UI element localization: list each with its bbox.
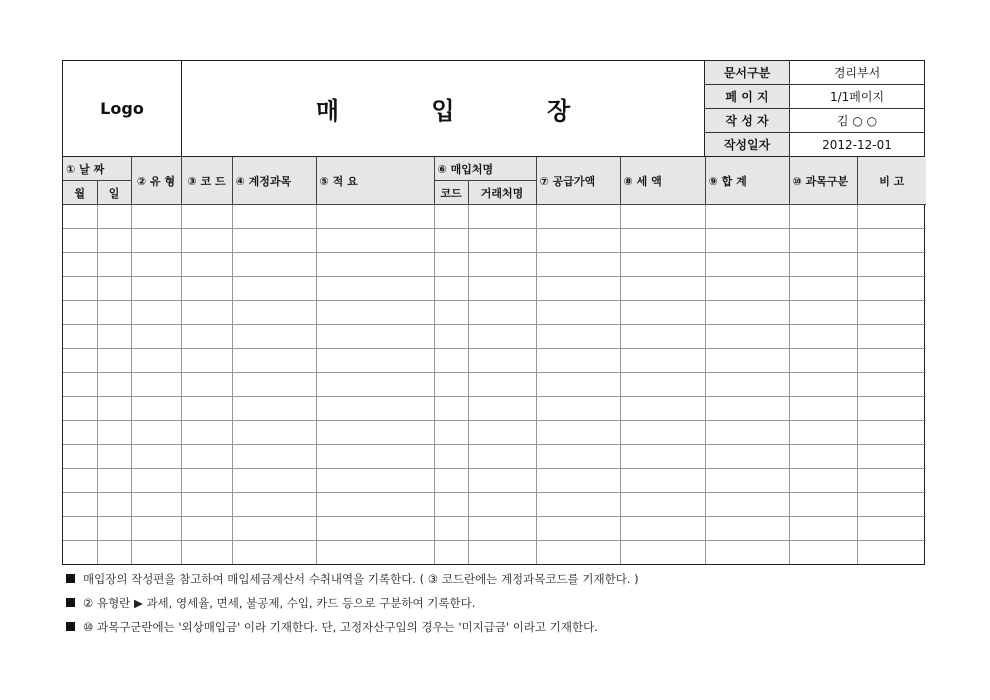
square-bullet-icon: [66, 598, 75, 607]
cell-category[interactable]: [789, 229, 857, 253]
cell-account[interactable]: [232, 397, 316, 421]
cell-total[interactable]: [705, 349, 789, 373]
ledger-table: [63, 157, 926, 564]
cell-type[interactable]: [131, 517, 181, 541]
cell-category[interactable]: [789, 253, 857, 277]
cell-supply[interactable]: [536, 421, 620, 445]
cell-note[interactable]: [857, 469, 926, 493]
cell-account[interactable]: [232, 205, 316, 229]
cell-vendor-name[interactable]: [468, 445, 536, 469]
cell-month[interactable]: [63, 253, 97, 277]
cell-account[interactable]: [232, 277, 316, 301]
col-code: ③ 코 드: [181, 157, 232, 205]
cell-summary[interactable]: [316, 349, 434, 373]
cell-vendor-code[interactable]: [434, 541, 468, 565]
cell-vendor-name[interactable]: [468, 493, 536, 517]
cell-summary[interactable]: [316, 397, 434, 421]
cell-summary[interactable]: [316, 469, 434, 493]
cell-summary[interactable]: [316, 421, 434, 445]
cell-category[interactable]: [789, 517, 857, 541]
meta-value: 김 ○ ○: [836, 114, 878, 128]
cell-account[interactable]: [232, 493, 316, 517]
table-row: [63, 277, 926, 301]
cell-category[interactable]: [789, 445, 857, 469]
cell-type[interactable]: [131, 229, 181, 253]
cell-vendor-name[interactable]: [468, 349, 536, 373]
cell-summary[interactable]: [316, 541, 434, 565]
cell-month[interactable]: [63, 373, 97, 397]
cell-code[interactable]: [181, 493, 232, 517]
meta-value: 1/1페이지: [829, 90, 885, 104]
col-month: 월: [63, 181, 97, 205]
cell-month[interactable]: [63, 541, 97, 565]
table-row: [63, 373, 926, 397]
col-category: ⑩ 과목구분: [789, 157, 857, 205]
cell-month[interactable]: [63, 205, 97, 229]
table-row: [63, 421, 926, 445]
cell-note[interactable]: [857, 493, 926, 517]
cell-summary[interactable]: [316, 517, 434, 541]
table-row: [63, 205, 926, 229]
cell-total[interactable]: [705, 373, 789, 397]
cell-category[interactable]: [789, 301, 857, 325]
cell-day[interactable]: [97, 373, 131, 397]
table-row: [63, 445, 926, 469]
col-type: ② 유 형: [131, 157, 181, 205]
table-row: [63, 229, 926, 253]
cell-account[interactable]: [232, 541, 316, 565]
cell-summary[interactable]: [316, 373, 434, 397]
cell-summary[interactable]: [316, 445, 434, 469]
col-vendor-name: 거래처명: [468, 181, 536, 205]
cell-supply[interactable]: [536, 277, 620, 301]
cell-summary[interactable]: [316, 205, 434, 229]
cell-supply[interactable]: [536, 517, 620, 541]
cell-category[interactable]: [789, 541, 857, 565]
meta-row-page: [705, 85, 924, 109]
meta-row-doc-type: [705, 61, 924, 85]
cell-supply[interactable]: [536, 205, 620, 229]
cell-tax[interactable]: [620, 541, 705, 565]
ledger-sheet: [62, 60, 925, 565]
cell-category[interactable]: [789, 277, 857, 301]
meta-label: 페 이 지: [705, 85, 790, 108]
cell-total[interactable]: [705, 469, 789, 493]
cell-note[interactable]: [857, 373, 926, 397]
note-item: [66, 618, 639, 642]
cell-code[interactable]: [181, 253, 232, 277]
cell-type[interactable]: [131, 253, 181, 277]
cell-account[interactable]: [232, 517, 316, 541]
cell-vendor-code[interactable]: [434, 493, 468, 517]
col-date: ① 날 짜: [63, 157, 131, 181]
cell-day[interactable]: [97, 397, 131, 421]
cell-vendor-code[interactable]: [434, 517, 468, 541]
cell-total[interactable]: [705, 421, 789, 445]
cell-tax[interactable]: [620, 325, 705, 349]
cell-day[interactable]: [97, 253, 131, 277]
cell-supply[interactable]: [536, 253, 620, 277]
cell-account[interactable]: [232, 325, 316, 349]
cell-month[interactable]: [63, 349, 97, 373]
cell-account[interactable]: [232, 445, 316, 469]
cell-total[interactable]: [705, 277, 789, 301]
note-text: ② 유형란 ▶ 과세, 영세율, 면세, 불공제, 수입, 카드 등으로 구분하여 기록한다.: [83, 596, 476, 610]
cell-note[interactable]: [857, 229, 926, 253]
cell-vendor-name[interactable]: [468, 421, 536, 445]
col-account: ④ 계정과목: [232, 157, 316, 205]
cell-day[interactable]: [97, 445, 131, 469]
cell-supply[interactable]: [536, 325, 620, 349]
cell-category[interactable]: [789, 349, 857, 373]
cell-day[interactable]: [97, 517, 131, 541]
cell-summary[interactable]: [316, 325, 434, 349]
cell-month[interactable]: [63, 517, 97, 541]
cell-vendor-code[interactable]: [434, 373, 468, 397]
cell-summary[interactable]: [316, 253, 434, 277]
cell-supply[interactable]: [536, 541, 620, 565]
cell-vendor-name[interactable]: [468, 277, 536, 301]
cell-note[interactable]: [857, 349, 926, 373]
meta-value: 2012-12-01: [822, 137, 892, 152]
cell-code[interactable]: [181, 277, 232, 301]
note-text: ⑩ 과목구군란에는 '외상매입금' 이라 기재한다. 단, 고정자산구입의 경우는 '미지급금' 이라고 기재한다.: [83, 620, 598, 634]
cell-month[interactable]: [63, 229, 97, 253]
cell-vendor-code[interactable]: [434, 349, 468, 373]
cell-note[interactable]: [857, 421, 926, 445]
cell-note[interactable]: [857, 301, 926, 325]
cell-day[interactable]: [97, 469, 131, 493]
cell-vendor-name[interactable]: [468, 253, 536, 277]
cell-vendor-code[interactable]: [434, 445, 468, 469]
note-item: [66, 570, 639, 594]
cell-supply[interactable]: [536, 493, 620, 517]
cell-account[interactable]: [232, 349, 316, 373]
cell-account[interactable]: [232, 253, 316, 277]
cell-day[interactable]: [97, 277, 131, 301]
cell-month[interactable]: [63, 325, 97, 349]
cell-tax[interactable]: [620, 421, 705, 445]
cell-tax[interactable]: [620, 277, 705, 301]
cell-type[interactable]: [131, 205, 181, 229]
cell-type[interactable]: [131, 397, 181, 421]
cell-tax[interactable]: [620, 349, 705, 373]
cell-day[interactable]: [97, 229, 131, 253]
cell-tax[interactable]: [620, 205, 705, 229]
cell-supply[interactable]: [536, 349, 620, 373]
cell-vendor-code[interactable]: [434, 253, 468, 277]
table-row: [63, 397, 926, 421]
col-summary: ⑤ 적 요: [316, 157, 434, 205]
cell-type[interactable]: [131, 493, 181, 517]
cell-account[interactable]: [232, 469, 316, 493]
cell-summary[interactable]: [316, 229, 434, 253]
col-note: 비 고: [857, 157, 926, 205]
cell-day[interactable]: [97, 421, 131, 445]
cell-code[interactable]: [181, 229, 232, 253]
col-tax: ⑧ 세 액: [620, 157, 705, 205]
cell-tax[interactable]: [620, 301, 705, 325]
cell-total[interactable]: [705, 229, 789, 253]
meta-label: 작 성 자: [705, 109, 790, 132]
cell-note[interactable]: [857, 517, 926, 541]
cell-vendor-code[interactable]: [434, 421, 468, 445]
col-day: 일: [97, 181, 131, 205]
cell-total[interactable]: [705, 397, 789, 421]
table-row: [63, 517, 926, 541]
cell-category[interactable]: [789, 325, 857, 349]
cell-code[interactable]: [181, 445, 232, 469]
cell-note[interactable]: [857, 205, 926, 229]
cell-day[interactable]: [97, 493, 131, 517]
cell-month[interactable]: [63, 493, 97, 517]
cell-code[interactable]: [181, 421, 232, 445]
cell-total[interactable]: [705, 517, 789, 541]
cell-type[interactable]: [131, 301, 181, 325]
document-meta: [705, 61, 924, 156]
table-row: [63, 301, 926, 325]
cell-type[interactable]: [131, 277, 181, 301]
cell-vendor-name[interactable]: [468, 397, 536, 421]
cell-category[interactable]: [789, 493, 857, 517]
cell-month[interactable]: [63, 397, 97, 421]
cell-category[interactable]: [789, 205, 857, 229]
cell-month[interactable]: [63, 445, 97, 469]
cell-vendor-name[interactable]: [468, 205, 536, 229]
cell-supply[interactable]: [536, 373, 620, 397]
page-title: 매 입 장: [182, 61, 705, 156]
cell-type[interactable]: [131, 421, 181, 445]
logo: Logo: [63, 61, 182, 156]
square-bullet-icon: [66, 622, 75, 631]
cell-code[interactable]: [181, 541, 232, 565]
cell-type[interactable]: [131, 445, 181, 469]
meta-row-date: [705, 133, 924, 156]
cell-total[interactable]: [705, 493, 789, 517]
cell-code[interactable]: [181, 373, 232, 397]
col-supply: ⑦ 공급가액: [536, 157, 620, 205]
col-vendor-code: 코드: [434, 181, 468, 205]
table-row: [63, 493, 926, 517]
cell-note[interactable]: [857, 397, 926, 421]
cell-type[interactable]: [131, 373, 181, 397]
cell-tax[interactable]: [620, 517, 705, 541]
cell-total[interactable]: [705, 205, 789, 229]
note-item: [66, 594, 639, 618]
cell-vendor-code[interactable]: [434, 229, 468, 253]
meta-label: 작성일자: [705, 133, 790, 156]
cell-account[interactable]: [232, 301, 316, 325]
cell-vendor-name[interactable]: [468, 301, 536, 325]
cell-account[interactable]: [232, 421, 316, 445]
cell-tax[interactable]: [620, 445, 705, 469]
cell-note[interactable]: [857, 541, 926, 565]
cell-vendor-name[interactable]: [468, 325, 536, 349]
cell-type[interactable]: [131, 541, 181, 565]
cell-vendor-name[interactable]: [468, 517, 536, 541]
cell-code[interactable]: [181, 349, 232, 373]
cell-type[interactable]: [131, 325, 181, 349]
cell-summary[interactable]: [316, 277, 434, 301]
cell-tax[interactable]: [620, 493, 705, 517]
cell-vendor-code[interactable]: [434, 325, 468, 349]
cell-supply[interactable]: [536, 397, 620, 421]
document-header: [63, 61, 924, 157]
cell-day[interactable]: [97, 205, 131, 229]
cell-supply[interactable]: [536, 229, 620, 253]
cell-month[interactable]: [63, 469, 97, 493]
table-row: [63, 469, 926, 493]
ledger-body: [63, 205, 926, 565]
meta-row-author: [705, 109, 924, 133]
col-total: ⑨ 합 계: [705, 157, 789, 205]
note-text: 매입장의 작성편을 참고하여 매입세금계산서 수취내역을 기록한다. ( ③ 코드란에는 계정과목코드를 기재한다. ): [83, 572, 639, 586]
cell-day[interactable]: [97, 349, 131, 373]
cell-month[interactable]: [63, 301, 97, 325]
cell-account[interactable]: [232, 229, 316, 253]
cell-note[interactable]: [857, 325, 926, 349]
cell-day[interactable]: [97, 325, 131, 349]
cell-vendor-name[interactable]: [468, 541, 536, 565]
table-row: [63, 325, 926, 349]
cell-day[interactable]: [97, 541, 131, 565]
cell-summary[interactable]: [316, 301, 434, 325]
cell-supply[interactable]: [536, 301, 620, 325]
header-row-1: [63, 157, 926, 181]
cell-category[interactable]: [789, 397, 857, 421]
cell-category[interactable]: [789, 421, 857, 445]
cell-tax[interactable]: [620, 373, 705, 397]
cell-total[interactable]: [705, 301, 789, 325]
table-row: [63, 253, 926, 277]
cell-vendor-code[interactable]: [434, 205, 468, 229]
cell-type[interactable]: [131, 349, 181, 373]
cell-total[interactable]: [705, 445, 789, 469]
cell-code[interactable]: [181, 469, 232, 493]
cell-month[interactable]: [63, 421, 97, 445]
cell-summary[interactable]: [316, 493, 434, 517]
cell-supply[interactable]: [536, 445, 620, 469]
cell-account[interactable]: [232, 373, 316, 397]
cell-vendor-code[interactable]: [434, 469, 468, 493]
cell-code[interactable]: [181, 397, 232, 421]
cell-month[interactable]: [63, 277, 97, 301]
table-row: [63, 349, 926, 373]
cell-code[interactable]: [181, 325, 232, 349]
meta-label: 문서구분: [705, 61, 790, 84]
cell-supply[interactable]: [536, 469, 620, 493]
cell-note[interactable]: [857, 445, 926, 469]
cell-day[interactable]: [97, 301, 131, 325]
cell-vendor-code[interactable]: [434, 397, 468, 421]
meta-value: 경리부서: [833, 66, 881, 80]
cell-note[interactable]: [857, 277, 926, 301]
cell-total[interactable]: [705, 325, 789, 349]
cell-tax[interactable]: [620, 229, 705, 253]
cell-tax[interactable]: [620, 397, 705, 421]
cell-tax[interactable]: [620, 253, 705, 277]
square-bullet-icon: [66, 574, 75, 583]
cell-vendor-code[interactable]: [434, 277, 468, 301]
cell-type[interactable]: [131, 469, 181, 493]
cell-code[interactable]: [181, 517, 232, 541]
cell-category[interactable]: [789, 469, 857, 493]
cell-vendor-code[interactable]: [434, 301, 468, 325]
notes: [66, 570, 639, 642]
cell-vendor-name[interactable]: [468, 229, 536, 253]
cell-total[interactable]: [705, 253, 789, 277]
cell-tax[interactable]: [620, 469, 705, 493]
cell-total[interactable]: [705, 541, 789, 565]
cell-note[interactable]: [857, 253, 926, 277]
cell-vendor-name[interactable]: [468, 373, 536, 397]
cell-code[interactable]: [181, 205, 232, 229]
cell-vendor-name[interactable]: [468, 469, 536, 493]
table-row: [63, 541, 926, 565]
cell-code[interactable]: [181, 301, 232, 325]
col-vendor: ⑥ 매입처명: [434, 157, 536, 181]
cell-category[interactable]: [789, 373, 857, 397]
